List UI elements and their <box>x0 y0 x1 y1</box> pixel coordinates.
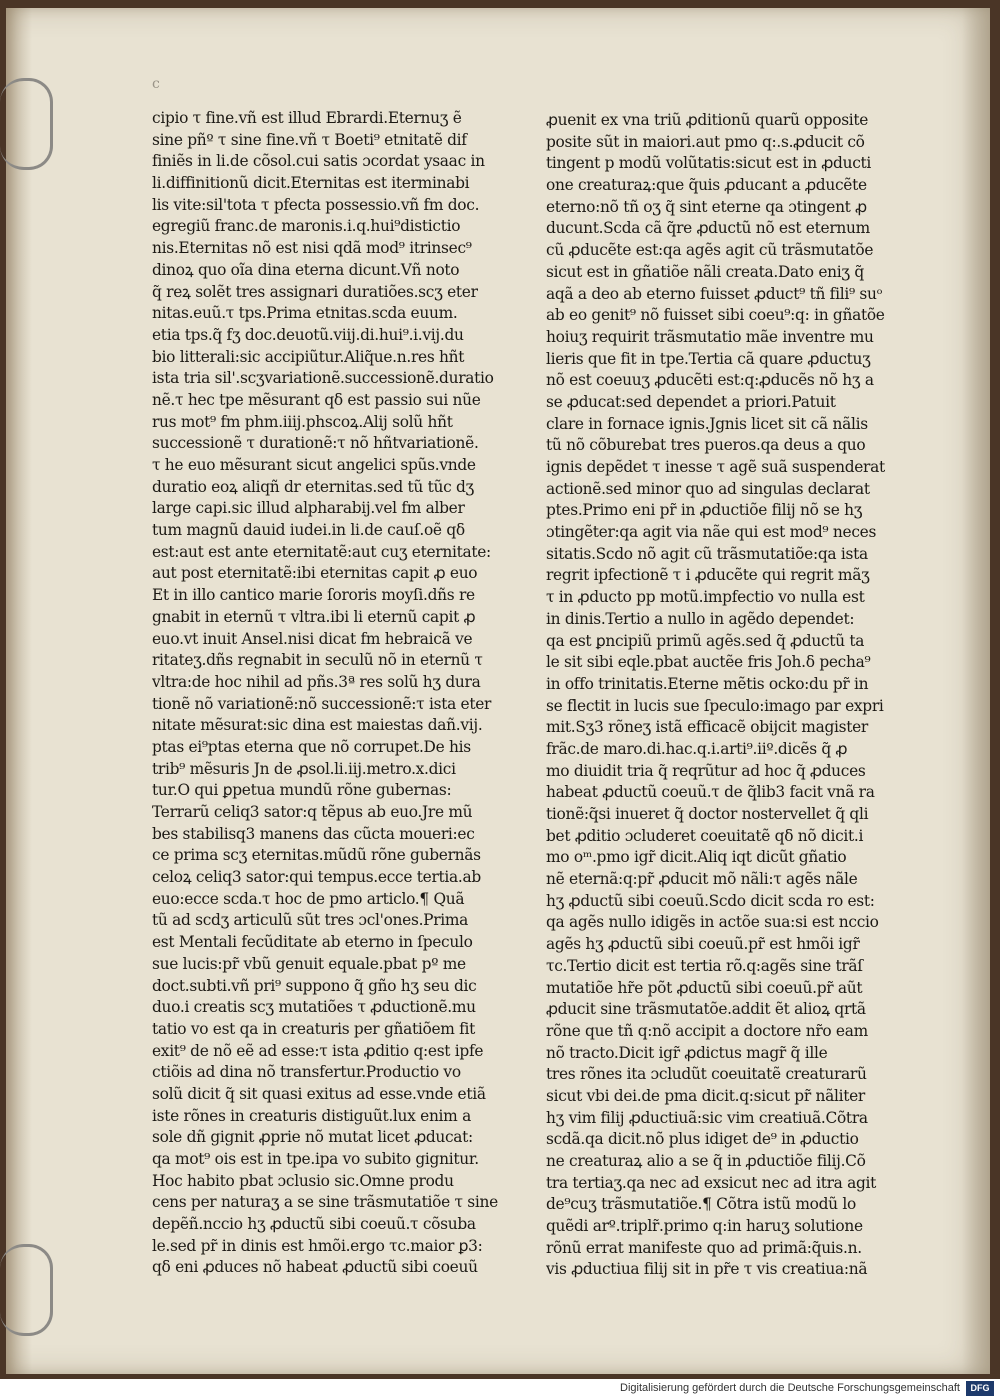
text-line: sole dñ gignit ꝓprie nõ mutat licet ꝓducat: <box>152 1128 473 1147</box>
text-line: lis vite:sil'tota τ pfecta possessio.vñ fm doc. <box>152 195 480 214</box>
text-line: vltra:de hoc nihil ad pñs.3ª res solũ hʒ dura <box>152 672 481 691</box>
text-line: ptas ei⁹ptas eterna que nõ corrupet.De his <box>152 737 471 756</box>
text-line: rõne que tñ q:nõ accipit a doctore nr̃o eam <box>546 1021 868 1040</box>
text-line: agẽs hʒ ꝓductũ sibi coeuũ.pr̃ est hmõi igr̃ <box>546 935 860 954</box>
text-line: tres rõnes ita ɔcludũt coeuitatẽ creaturarũ <box>546 1065 867 1084</box>
text-line: sitatis.Scdo nõ agit cũ trãsmutatiõe:qa ista <box>546 544 868 563</box>
text-line: euo.vt inuit Ansel.nisi dicat fm hebraicã ve <box>152 629 473 648</box>
text-line: solũ dicit q̃ sit quasi exitus ad esse.vnde etiã <box>152 1084 486 1103</box>
text-line: tingent p modũ volũtatis:sicut est in ꝓducti <box>546 154 872 173</box>
text-line: posite sũt in maiori.aut pmo q:.s.ꝓducit cõ <box>546 132 865 151</box>
text-line: nitate mẽsurat:sic dina est maiestas dañ.vij. <box>152 716 483 735</box>
text-line: ptes.Primo eni pr̃ in ꝓductiõe filij nõ se hʒ <box>546 501 863 520</box>
text-line: duo.i creatis scʒ mutatiões τ ꝓductionẽ.mu <box>152 998 476 1017</box>
text-line: ista tria sil'.scʒvariationẽ.successionẽ.duratio <box>152 369 494 388</box>
text-line: τc.Tertio dicit est tertia rõ.q:agẽs sine trãſ <box>546 956 863 975</box>
text-line: doct.subti.vñ pri⁹ suppono q̃ gño hʒ seu dic <box>152 976 477 995</box>
text-line: celoꝝ celiq3 sator:qui tempus.ecce tertia.ab <box>152 868 481 887</box>
text-line: iste rõnes in creaturis distiguũt.lux enim a <box>152 1106 471 1125</box>
text-line: egregiũ franc.de maronis.i.q.hui⁹distictio <box>152 217 461 236</box>
text-line: trib⁹ mẽsuris Jn de ꝓsol.li.iij.metro.x.dici <box>152 759 456 778</box>
text-line: ducunt.Scda cã q̃re ꝓductũ nõ est eternum <box>546 219 870 238</box>
text-line: le.sed pr̃ in dinis est hmõi.ergo τc.maior ꝑ3: <box>152 1236 483 1255</box>
text-line: le sit sibi eqle.pbat auctẽe fris Joh.δ pecha⁹ <box>546 653 871 672</box>
text-line: scdã.qa dicit.nõ plus idiget de⁹ in ꝓductio <box>546 1130 859 1149</box>
text-line: sicut est in gñatiõe nãli creata.Dato eniʒ q̃ <box>546 262 864 281</box>
dfg-logo: DFG <box>966 1381 994 1396</box>
text-line: tũ nõ cõburebat tres pueros.qa deus a quo <box>546 436 866 455</box>
text-line: euo:ecce scda.τ hoc de pmo articlo.¶ Quã <box>152 889 465 908</box>
text-line: cũ ꝓducẽte est:qa agẽs agit cũ trãsmutatõe <box>546 241 874 260</box>
text-line: de⁹cuʒ trãsmutatiõe.¶ Cõtra istũ modũ lo <box>546 1195 856 1214</box>
text-line: depẽñ.nccio hʒ ꝓductũ sibi coeuũ.τ cõsuba <box>152 1215 476 1234</box>
text-line: ab eo genit⁹ nõ fuisset sibi coeu⁹:q: in gñatõe <box>546 306 885 325</box>
binding-ring-top <box>0 78 53 170</box>
text-line: successionẽ τ durationẽ:τ nõ hñtvariationẽ. <box>152 434 479 453</box>
text-line: tatio vo est qa in creaturis per gñatiõem fit <box>152 1019 476 1038</box>
text-line: nitas.euũ.τ tps.Prima etnitas.scda euum. <box>152 304 458 323</box>
text-line: mo diuidit tria q̃ reqrũtur ad hoc q̃ ꝓduces <box>546 761 866 780</box>
text-line: hoiuʒ requirit trãsmutatio mãe inventre mu <box>546 327 874 346</box>
text-line: τ in ꝓducto pp motũ.impfectio vo nulla est <box>546 588 865 607</box>
text-line: cens per naturaʒ a se sine trãsmutatiõe τ sine <box>152 1193 498 1212</box>
text-line: qa est ꝑncipiũ primũ agẽs.sed q̃ ꝓductũ ta <box>546 631 865 650</box>
text-line: ritateʒ.dñs regnabit in seculũ nõ in eternũ τ <box>152 651 483 670</box>
text-line: mo oᵐ.pmo igr̃ dicit.Aliq iqt dicũt gñatio <box>546 848 847 867</box>
text-line: exit⁹ de nõ eẽ ad esse:τ ista ꝓditio q:est ipfe <box>152 1041 484 1060</box>
text-line: ignis depẽdet τ inesse τ agẽ suã suspenderat <box>546 458 885 476</box>
text-line: se flectit in lucis sue ſpeculo:imago par expri <box>546 696 884 715</box>
text-line: est:aut est ante eternitatẽ:aut cuʒ eternitate: <box>152 542 491 561</box>
text-line: hʒ ꝓductũ sibi coeuũ.Scdo dicit scda ro est: <box>546 891 875 910</box>
text-line: tionẽ nõ variationẽ:nõ successionẽ:τ ista eter <box>152 694 492 713</box>
text-line: qa agẽs nullo idigẽs in actõe sua:si est nccio <box>546 913 879 932</box>
text-line: Hoc habito pbat ɔclusio sic.Omne produ <box>152 1171 454 1190</box>
text-line: etia tps.q̃ fʒ doc.deuotũ.viij.di.hui⁹.i.vij.du <box>152 325 464 344</box>
text-line: ce prima scʒ eternitas.mũdũ rõne gubernãs <box>152 846 481 865</box>
text-line: nis.Eternitas nõ est nisi qdã mod⁹ itrinsec⁹ <box>152 239 472 258</box>
text-line: nẽ.τ hec tpe mẽsurant qδ est passio sui nũe <box>152 390 481 409</box>
book-page <box>6 8 990 1374</box>
text-line: ɔtingẽter:qa agit via nãe qui est mod⁹ neces <box>546 523 877 542</box>
footer-bar <box>0 1379 1000 1399</box>
text-line: rus mot⁹ fm phm.iiij.phscoꝝ.Alij solũ hñt <box>152 412 453 431</box>
text-line: nõ tracto.Dicit igr̃ ꝓdictus magr̃ q̃ ille <box>546 1043 828 1062</box>
text-line: quẽdi arº.triplr̃.primo q:in haruʒ solutione <box>546 1217 863 1236</box>
text-line: ctiõis ad dina nõ transfertur.Productio vo <box>152 1063 461 1082</box>
text-line: large capi.sic illud alpharabij.vel fm alber <box>152 499 465 518</box>
text-line: aqã a deo ab eterno fuisset ꝓduct⁹ tñ fili⁹ suᵒ <box>546 284 883 303</box>
text-line: mit.Sʒ3 rõneʒ istã efficacẽ obijcit magister <box>546 718 868 737</box>
text-line: duratio eoꝝ aliqñ dr eternitas.sed tũ tũc dʒ <box>152 477 474 496</box>
text-line: Et in illo cantico marie ſororis moyſi.dñs re <box>152 586 475 605</box>
text-line: q̃ reꝝ solẽt tres assignari duratiões.scʒ eter <box>152 282 478 301</box>
text-line: regrit ipfectionẽ τ i ꝓducẽte qui regrit mãʒ <box>546 566 870 585</box>
text-line: vis ꝓductiua filij sit in pr̃e τ vis creatiua:nã <box>546 1260 868 1279</box>
text-line: tur.O qui ꝑpetua mundũ rõne gubernas: <box>152 781 452 800</box>
text-line: mutatiõe hr̃e põt ꝓductũ sibi coeuũ.pr̃ aũt <box>546 978 863 997</box>
text-line: dinoꝝ quo oĩa dina eterna dicunt.Vñ noto <box>152 260 460 279</box>
text-line: in offo trinitatis.Eterne mẽtis ocko:du pr̃ in <box>546 674 869 693</box>
text-line: clare in fornace ignis.Jgnis licet sit cã nãlis <box>546 414 868 433</box>
funding-credit: Digitalisierung gefördert durch die Deutsche Forschungsgemeinschaft <box>620 1382 960 1394</box>
text-line: sue lucis:pr̃ vbũ genuit equale.pbat pº me <box>152 954 466 973</box>
text-line: habeat ꝓductũ coeuũ.τ de q̃lib3 facit vnã ra <box>546 783 875 802</box>
margin-mark: c <box>152 76 160 92</box>
text-line: rõnũ errat manifeste quo ad primã:q̃uis.n. <box>546 1238 862 1257</box>
text-column-left <box>152 108 532 1279</box>
text-line: li.diffinitionũ dicit.Eternitas est iterminabi <box>152 174 470 193</box>
text-line: τ he euo mẽsurant sicut angelici spũs.vnde <box>152 456 476 474</box>
text-line: nẽ eternã:q:pr̃ ꝓducit mõ nãli:τ agẽs nãle <box>546 870 858 889</box>
text-line: Terrarũ celiq3 sator:q tẽpus ab euo.Jre mũ <box>152 803 473 821</box>
text-line: in dinis.Tertio a nullo in agẽdo dependet: <box>546 609 855 628</box>
text-column-right <box>546 110 926 1281</box>
text-line: est Mentali fecũditate ab eterno in ſpeculo <box>152 933 473 952</box>
text-line: cipio τ fine.vñ est illud Ebrardi.Eternuʒ ẽ <box>152 109 462 127</box>
page-gutter <box>6 8 32 1374</box>
text-line: tionẽ:q̃si inueret q̃ doctor nostervellet q̃ qli <box>546 805 869 823</box>
text-line: lieris que fit in tpe.Tertia cã quare ꝓductuʒ <box>546 349 871 368</box>
text-line: finiẽs in li.de cõsol.cui satis ɔcordat ysaac in <box>152 152 485 171</box>
text-line: ꝓducit sine trãsmutatõe.addit ẽt alioꝝ qrtã <box>546 1000 866 1019</box>
text-line: qa mot⁹ ois est in tpe.ipa vo subito gignitur. <box>152 1150 479 1168</box>
text-line: actionẽ.sed minor quo ad singulas declarat <box>546 479 870 498</box>
text-line: sine pñº τ sine fine.vñ τ Boeti⁹ etnitatẽ dif <box>152 130 467 149</box>
text-line: aut post eternitatẽ:ibi eternitas capit ꝓ euo <box>152 564 478 583</box>
binding-ring-bottom <box>0 1244 53 1336</box>
text-line: tra tertiaʒ.qa nec ad exsicut nec ad itra agit <box>546 1173 877 1192</box>
text-line: bet ꝓditio ɔcluderet coeuitatẽ qδ nõ dicit.i <box>546 826 864 845</box>
text-line: qδ eni ꝓduces nõ habeat ꝓductũ sibi coeuũ <box>152 1258 478 1277</box>
text-line: tum magnũ dauid iudei.in li.de cauſ.oẽ qδ <box>152 521 465 540</box>
text-line: ꝓuenit ex vna triũ ꝓditionũ quarũ opposite <box>546 111 869 129</box>
text-line: one creaturaꝝ:que q̃uis ꝓducant a ꝓducẽte <box>546 176 867 195</box>
text-line: tũ ad scdʒ articulũ sũt tres ɔcl'ones.Prima <box>152 911 469 930</box>
text-line: hʒ vim filij ꝓductiuã:sic vim creatiuã.Cõtra <box>546 1108 868 1127</box>
text-line: bio litterali:sic accipiũtur.Aliq̃ue.n.res hñt <box>152 347 465 366</box>
text-line: ne creaturaꝝ alio a se q̃ in ꝓductiõe filij.Cõ <box>546 1152 866 1170</box>
text-line: gnabit in eternũ τ vltra.ibi li eternũ capit ꝓ <box>152 607 476 626</box>
text-line: se ꝓducat:sed dependet a priori.Patuit <box>546 392 836 411</box>
text-line: bes stabilisq3 manens das cũcta moueri:ec <box>152 824 475 843</box>
text-line: sicut vbi dei.de pma dicit.q:sicut pr̃ nãliter <box>546 1086 865 1105</box>
text-line: nõ est coeuuʒ ꝓducẽti est:q:ꝓducẽs nõ hʒ a <box>546 371 874 390</box>
text-line: eterno:nõ tñ oʒ q̃ sint eterne qa ɔtingent ꝓ <box>546 197 867 216</box>
text-line: frãc.de maro.di.hac.q.i.arti⁹.iiº.dicẽs q̃ ꝓ <box>546 739 848 758</box>
page-edge-shadow <box>962 8 990 1374</box>
